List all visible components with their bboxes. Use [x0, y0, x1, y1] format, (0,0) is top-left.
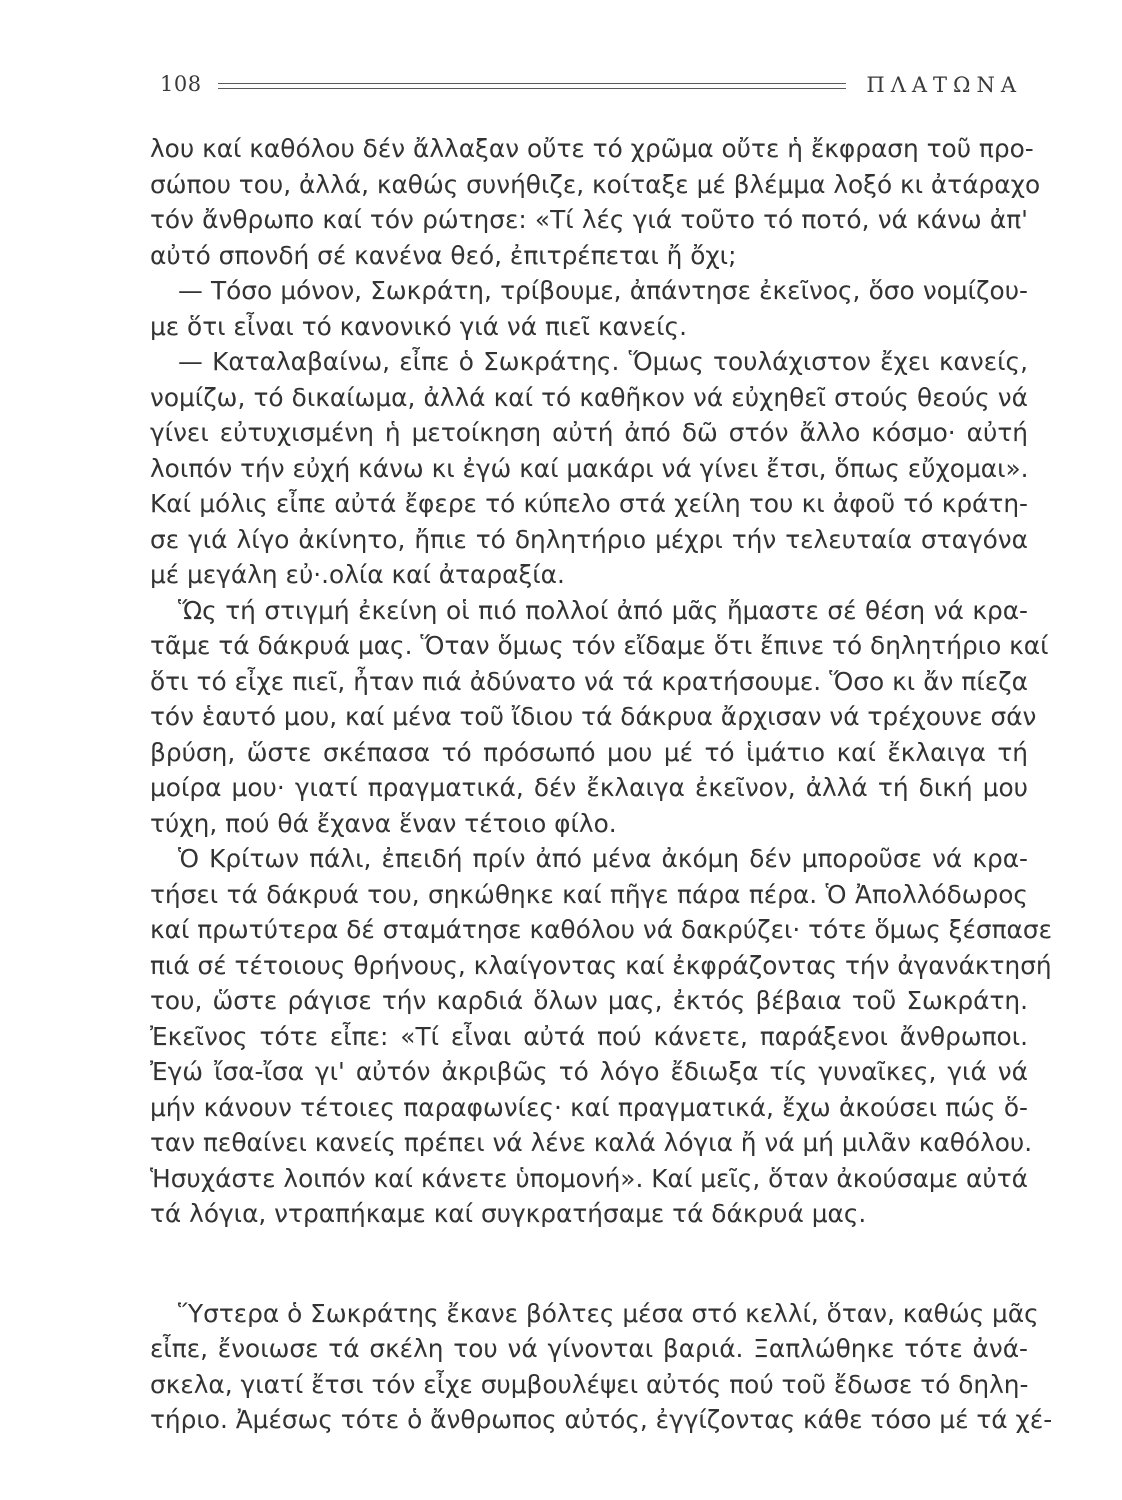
text-line: ὅτι τό εἶχε πιεῖ, ἦταν πιά ἀδύνατο νά τά κρατήσουμε. Ὅσο κι ἄν πίεζα	[150, 666, 1028, 696]
text-line: Ἡσυχάστε λοιπόν καί κάνετε ὑπομονή». Καί μεῖς, ὅταν ἀκούσαμε αὐτά	[150, 1163, 1028, 1193]
text-line: τά λόγια, ντραπήκαμε καί συγκρατήσαμε τά δάκρυά μας.	[150, 1199, 867, 1228]
text-line: τήσει τά δάκρυά του, σηκώθηκε καί πῆγε πάρα πέρα. Ὁ Ἀπολλόδωρος	[150, 879, 1028, 909]
header-rule-double	[218, 88, 846, 89]
text-block-2	[150, 1296, 1053, 1438]
text-line: Ἐγώ ἴσα-ἴσα γι' αὐτόν ἀκριβῶς τό λόγο ἔδιωξα τίς γυναῖκες, γιά νά	[150, 1057, 1028, 1086]
text-line: Ὁ Κρίτων πάλι, ἐπειδή πρίν ἀπό μένα ἀκόμη δέν μποροῦσε νά κρα-	[178, 844, 1028, 873]
text-line: τόν ἄνθρωπο καί τόν ρώτησε: «Τί λές γιά τοῦτο τό ποτό, νά κάνω ἀπ'	[150, 205, 1028, 234]
text-line: γίνει εὐτυχισμένη ἡ μετοίκηση αὐτή ἀπό δῶ στόν ἄλλο κόσμο· αὐτή	[150, 418, 1028, 447]
text-line: Ἐκεῖνος τότε εἶπε: «Τί εἶναι αὐτά πού κάνετε, παράξενοι ἄνθρωποι.	[150, 1021, 1028, 1051]
text-line: μήν κάνουν τέτοιες παραφωνίες· καί πραγματικά, ἔχω ἀκούσει πώς ὅ-	[150, 1092, 1028, 1122]
text-line: τόν ἑαυτό μου, καί μένα τοῦ ἴδιου τά δάκρυα ἄρχισαν νά τρέχουνε σάν	[150, 702, 1037, 731]
text-line: σώπου του, ἀλλά, καθώς συνήθιζε, κοίταξε μέ βλέμμα λοξό κι ἀτάραχο	[150, 169, 1041, 199]
text-line: Ὕστερα ὁ Σωκράτης ἔκανε βόλτες μέσα στό κελλί, ὅταν, καθώς μᾶς	[178, 1298, 1039, 1328]
body-text	[150, 131, 1053, 1438]
text-line: λου καί καθόλου δέν ἄλλαξαν οὔτε τό χρῶμα οὔτε ἡ ἔκφραση τοῦ προ-	[150, 134, 1034, 163]
text-line: — Τόσο μόνον, Σωκράτη, τρίβουμε, ἀπάντησε ἐκεῖνος, ὅσο νομίζου-	[178, 276, 1028, 305]
text-line: πιά σέ τέτοιους θρήνους, κλαίγοντας καί ἐκφράζοντας τήν ἀγανάκτησή	[150, 950, 1052, 980]
text-line: σε γιά λίγο ἀκίνητο, ἤπιε τό δηλητήριο μέχρι τήν τελευταία σταγόνα	[150, 524, 1028, 554]
header-rule	[218, 83, 846, 84]
text-line: μοίρα μου· γιατί πραγματικά, δέν ἔκλαιγα ἐκεῖνον, ἀλλά τή δική μου	[150, 773, 1028, 802]
text-line: βρύση, ὥστε σκέπασα τό πρόσωπό μου μέ τό ἱμάτιο καί ἔκλαιγα τή	[150, 737, 1028, 767]
section-gap	[150, 1232, 1028, 1296]
text-line: νομίζω, τό δικαίωμα, ἀλλά καί τό καθῆκον νά εὐχηθεῖ στούς θεούς νά	[150, 382, 1028, 412]
text-line: Καί μόλις εἶπε αὐτά ἔφερε τό κύπελο στά χείλη του κι ἀφοῦ τό κράτη-	[150, 489, 1028, 518]
text-line: μέ μεγάλη εὐ·.ολία καί ἀταραξία.	[150, 560, 565, 589]
text-line: εἶπε, ἔνοιωσε τά σκέλη του νά γίνονται βαριά. Ξαπλώθηκε τότε ἀνά-	[150, 1334, 1028, 1363]
text-line: — Καταλαβαίνω, εἶπε ὁ Σωκράτης. Ὅμως τουλάχιστον ἔχει κανείς,	[178, 347, 1028, 376]
text-block-1	[150, 131, 1052, 1232]
text-line: με ὅτι εἶναι τό κανονικό γιά νά πιεῖ κανείς.	[150, 311, 687, 341]
text-line: καί πρωτύτερα δέ σταμάτησε καθόλου νά δακρύζει· τότε ὅμως ξέσπασε	[150, 915, 1052, 944]
page-header	[160, 68, 1022, 104]
text-line: λοιπόν τήν εὐχή κάνω κι ἐγώ καί μακάρι νά γίνει ἔτσι, ὅπως εὔχομαι».	[150, 453, 1029, 483]
text-line: του, ὥστε ράγισε τήν καρδιά ὅλων μας, ἐκτός βέβαια τοῦ Σωκράτη.	[150, 986, 1028, 1015]
text-line: αὐτό σπονδή σέ κανένα θεό, ἐπιτρέπεται ἤ ὄχι;	[150, 240, 737, 270]
text-line: ταν πεθαίνει κανείς πρέπει νά λένε καλά λόγια ἤ νά μή μιλᾶν καθόλου.	[150, 1128, 1033, 1157]
text-line: τήριο. Ἀμέσως τότε ὁ ἄνθρωπος αὐτός, ἐγγίζοντας κάθε τόσο μέ τά χέ-	[150, 1405, 1053, 1434]
text-line: σκελα, γιατί ἔτσι τόν εἶχε συμβουλέψει αὐτός πού τοῦ ἔδωσε τό δηλη-	[150, 1369, 1029, 1399]
text-line: τύχη, πού θά ἔχανα ἕναν τέτοιο φίλο.	[150, 808, 617, 838]
page-number: 108	[160, 72, 202, 96]
text-line: Ὥς τή στιγμή ἐκείνη οἱ πιό πολλοί ἀπό μᾶς ἤμαστε σέ θέση νά κρα-	[178, 595, 1028, 625]
running-title: ΠΛΑΤΩΝΑ	[866, 73, 1022, 97]
text-line: τᾶμε τά δάκρυά μας. Ὅταν ὅμως τόν εἴδαμε ὅτι ἔπινε τό δηλητήριο καί	[150, 631, 1049, 660]
